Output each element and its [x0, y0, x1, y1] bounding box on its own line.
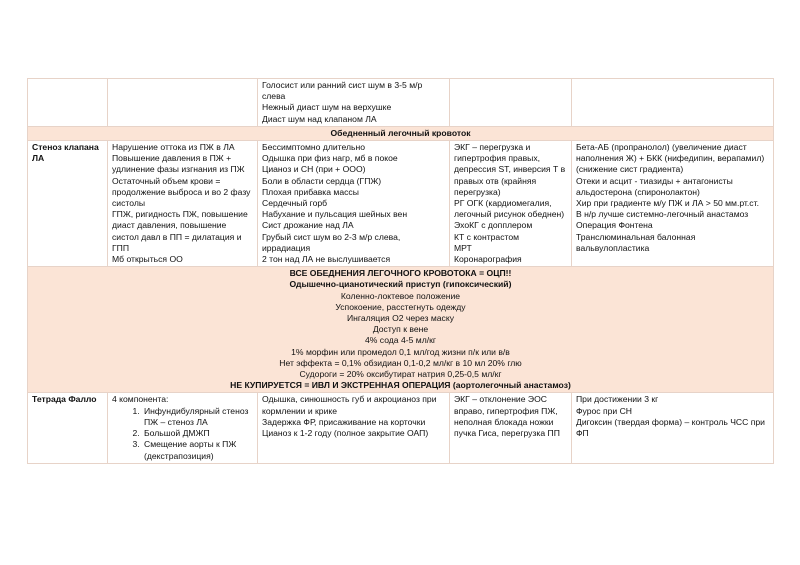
text-line: Бессимптомно длительно	[262, 142, 365, 153]
section-row	[28, 126, 774, 140]
text-line: Цианоз к 1-2 году (полное закрытие ОАП)	[262, 428, 429, 439]
section-title: Обедненный легочный кровоток	[28, 126, 774, 140]
emergency-block	[28, 267, 774, 393]
text-line: Нет эффекта = 0,1% обзидиан 0,1-0,2 мл/кг в 10 мл 20% глю	[279, 357, 522, 368]
cell-empty	[108, 79, 258, 127]
text-line: Доступ к вене	[372, 324, 429, 335]
text-line: Набухание и пульсация шейных вен	[262, 209, 408, 220]
text-line: Дигоксин (твердая форма) – контроль ЧСС при ФП	[576, 416, 765, 439]
list-item: 3. Смещение аорты к ПЖ (декстрапозиция)	[142, 439, 253, 461]
text-line: Хир при градиенте м/у ПЖ и ЛА > 50 мм.рт.ст.	[576, 198, 759, 209]
text-line: ЭКГ – отклонение ЭОС вправо, гипертрофия ПЖ, неполная блокада ножки пучка Гиса, перегрузка ПП	[454, 394, 560, 439]
text-line: Боли в области сердца (ГПЖ)	[262, 175, 382, 186]
cell-empty	[572, 79, 774, 127]
list-item: 1. Инфундибулярный стеноз ПЖ – стеноз ЛА	[142, 406, 253, 428]
text-line: 2 тон над ЛА не выслушивается	[262, 254, 391, 265]
row-heading: Тетрада Фалло	[28, 393, 108, 463]
text-line: В н/р лучше системно-легочный анастамоз	[576, 209, 749, 220]
emergency-final: НЕ КУПИРУЕТСЯ = ИВЛ И ЭКСТРЕННАЯ ОПЕРАЦИЯ (аортолегочный анастамоз)	[230, 380, 571, 391]
text-line: ЭКГ – перегрузка и гипертрофия правых, депрессия ST, инверсия Т в правых отв (крайняя перегрузка)	[454, 142, 566, 197]
text-line: Судороги = 20% оксибутират натрия 0,25-0,5 мл/кг	[299, 369, 502, 380]
list-item: 2. Большой ДМЖП	[142, 428, 253, 439]
text-line: Мб открыться ОО	[112, 254, 183, 265]
text-line: Коленно-локтевое положение	[340, 290, 461, 301]
text-line: Одышка при физ нагр, мб в покое	[262, 153, 398, 164]
table-row	[28, 141, 774, 267]
text-line: 4% сода 4-5 мл/кг	[365, 335, 436, 346]
text-line: Грубый сист шум во 2-3 м/р слева, иррадиация	[262, 231, 401, 253]
text-line: Одышка, синюшность губ и акроцианоз при кормлении и крике	[262, 394, 437, 416]
components-cell	[108, 393, 258, 463]
text-line: При достижении 3 кг	[576, 394, 659, 405]
text-line: Нарушение оттока из ПЖ в ЛА	[112, 142, 235, 153]
cell-empty	[28, 79, 108, 127]
text-line: ЭхоКГ с допплером	[454, 220, 533, 231]
pathophysiology-cell	[108, 141, 258, 267]
clinic-cell	[258, 141, 450, 267]
text-line: Задержка ФР, присаживание на корточки	[262, 416, 426, 427]
text-line: 1% морфин или промедол 0,1 мл/год жизни п/к или в/в	[291, 346, 510, 357]
table-row	[28, 79, 774, 127]
text-line: Плохая прибавка массы	[262, 186, 359, 197]
text-line: МРТ	[454, 242, 472, 253]
text-line: Операция Фонтена	[576, 220, 653, 231]
emergency-subtitle: Одышечно-цианотический приступ (гипоксический)	[289, 279, 512, 290]
clinic-cell	[258, 393, 450, 463]
diagnostics-cell	[450, 141, 572, 267]
text-line: Транслюминальная балонная вальвулопластика	[576, 231, 696, 253]
row-heading: Стеноз клапана ЛА	[28, 141, 108, 267]
table-row	[28, 393, 774, 463]
treatment-cell	[572, 393, 774, 463]
text-line: Нежный диаст шум на верхушке	[262, 102, 392, 113]
text-line: КТ с контрастом	[454, 231, 520, 242]
cell-empty	[450, 79, 572, 127]
text-line: Сердечный горб	[262, 198, 328, 209]
text-line: Сист дрожание над ЛА	[262, 220, 354, 231]
text-line: Успокоение, расстегнуть одежду	[335, 301, 466, 312]
treatment-cell	[572, 141, 774, 267]
components-list	[112, 406, 253, 462]
text-line: Ингаляция О2 через маску	[346, 313, 455, 324]
text-line: Диаст шум над клапаном ЛА	[262, 113, 377, 124]
text-line: Повышение давления в ПЖ + удлинение фазы изгнания из ПЖ	[112, 153, 245, 175]
text-line: Фурос при СН	[576, 405, 633, 416]
text-line: Бета-АБ (пропранолол) (увеличение диаст наполнения Ж) + БКК (нифедипин, верапамил) (снижение сист градиента)	[576, 142, 765, 175]
emergency-row	[28, 267, 774, 393]
medical-table	[27, 78, 774, 464]
text-line: Коронарография	[454, 254, 522, 265]
emergency-title: ВСЕ ОБЕДНЕНИЯ ЛЕГОЧНОГО КРОВОТОКА = ОЦП!!	[289, 268, 512, 279]
text-line: 4 компонента:	[112, 394, 169, 405]
murmur-cell	[258, 79, 450, 127]
text-line: РГ ОГК (кардиомегалия, легочный рисунок обеднен)	[454, 198, 565, 220]
text-line: Отеки и асцит - тиазиды + антагонисты альдостерона (спиронолактон)	[576, 175, 733, 197]
text-line: Остаточный объем крови = продолжение выброса и во 2 фазу систолы	[112, 175, 251, 209]
text-line: ГПЖ, ригидность ПЖ, повышение диаст давления, повышение систол давл в ПП = дилатация и ГПП	[112, 209, 248, 253]
text-line: Цианоз и СН (при + ООО)	[262, 164, 366, 175]
text-line: Голосист или ранний сист шум в 3-5 м/р слева	[262, 80, 423, 102]
diagnostics-cell	[450, 393, 572, 463]
